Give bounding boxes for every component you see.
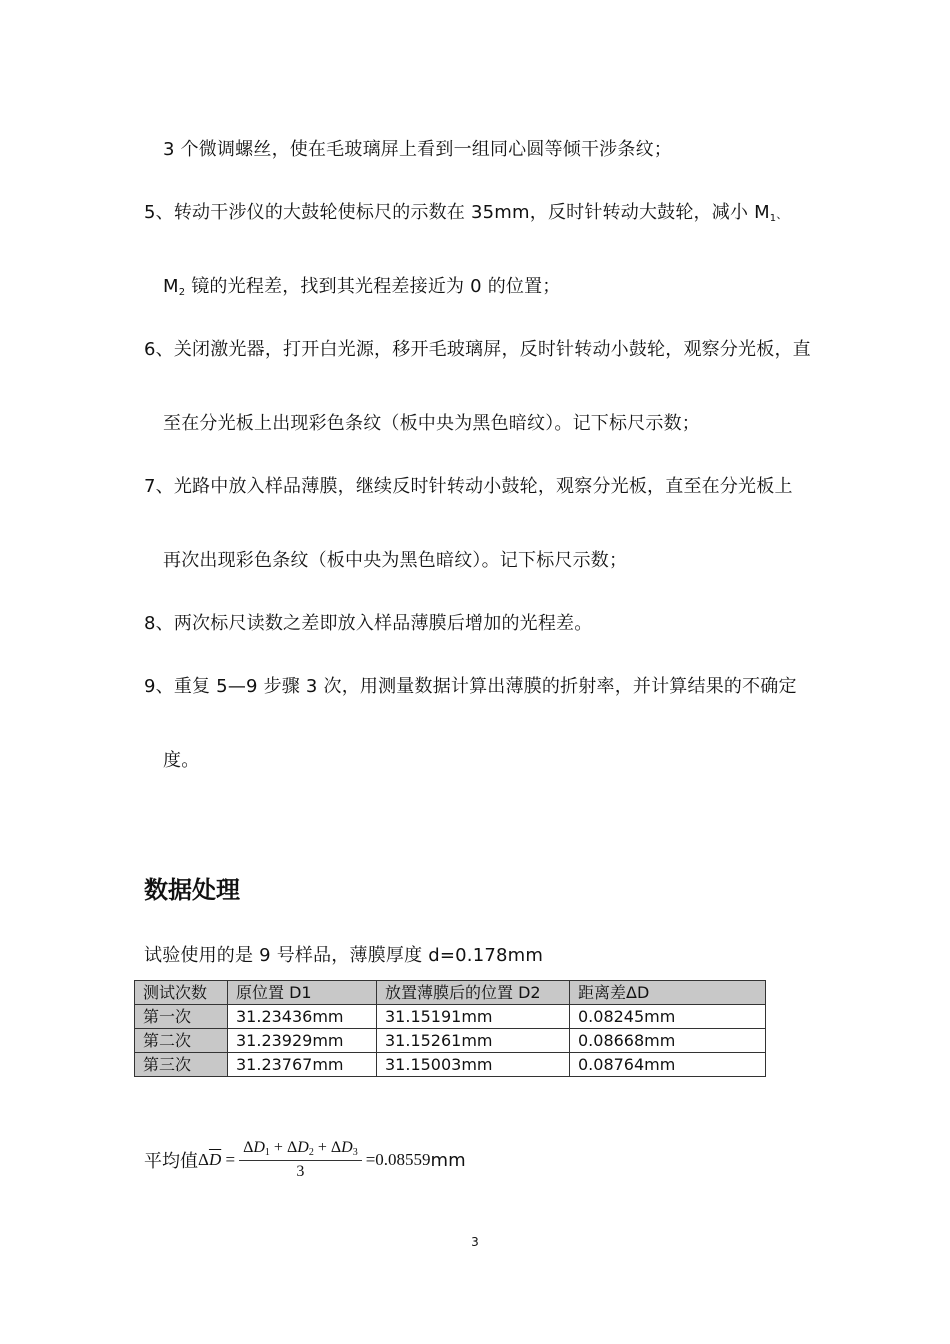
- header-trial: 测试次数: [135, 981, 228, 1005]
- row-label: 第一次: [135, 1005, 228, 1029]
- step-7-line-1: 7、光路中放入样品薄膜，继续反时针转动小鼓轮，观察分光板，直至在分光板上: [144, 476, 793, 497]
- cell-d2: 31.15261mm: [377, 1029, 570, 1053]
- step-5-line-2: [163, 275, 561, 305]
- step-5-line-2-text: 镜的光程差，找到其光程差接近为 0 的位置；: [185, 276, 561, 297]
- m1-subscript: 1: [769, 213, 777, 224]
- formula-fraction: [239, 1139, 362, 1181]
- step-6-line-1: 6、关闭激光器，打开白光源，移开毛玻璃屏，反时针转动小鼓轮，观察分光板，直: [144, 339, 811, 360]
- table-header-row: [135, 981, 766, 1005]
- step-9-line-1: 9、重复 5—9 步骤 3 次，用测量数据计算出薄膜的折射率，并计算结果的不确定: [144, 676, 797, 697]
- step-4-continuation: 3 个微调螺丝，使在毛玻璃屏上看到一组同心圆等倾干涉条纹；: [163, 139, 672, 160]
- step-5-text: 5、转动干涉仪的大鼓轮使标尺的示数在 35mm，反时针转动大鼓轮，减小 M: [144, 202, 770, 223]
- formula-lhs: $\Delta\overline{D}$ =: [198, 1150, 236, 1169]
- formula-numerator: $\Delta D_1 + \Delta D_2 + \Delta D_3$: [239, 1139, 362, 1161]
- m2-letter: M: [163, 276, 179, 297]
- formula-unit: mm: [430, 1149, 466, 1171]
- cell-delta: 0.08245mm: [570, 1005, 766, 1029]
- row-label: 第二次: [135, 1029, 228, 1053]
- header-delta: 距离差ΔD: [570, 981, 766, 1005]
- cell-d1: 31.23767mm: [228, 1053, 377, 1077]
- formula-label: 平均值: [144, 1151, 198, 1172]
- sample-description: 试验使用的是 9 号样品，薄膜厚度 d=0.178mm: [144, 945, 544, 966]
- step-7-line-2: 再次出现彩色条纹（板中央为黑色暗纹）。记下标尺示数；: [163, 550, 628, 571]
- table-row: [135, 1053, 766, 1077]
- cell-d1: 31.23929mm: [228, 1029, 377, 1053]
- page-number: 3: [471, 1235, 479, 1249]
- formula-denominator: 3: [296, 1163, 305, 1180]
- cell-d2: 31.15003mm: [377, 1053, 570, 1077]
- formula-result: =0.08559: [365, 1150, 431, 1169]
- header-d1: 原位置 D1: [228, 981, 377, 1005]
- section-title: 数据处理: [144, 876, 240, 904]
- table-row: [135, 1029, 766, 1053]
- cell-delta: 0.08764mm: [570, 1053, 766, 1077]
- header-d2: 放置薄膜后的位置 D2: [377, 981, 570, 1005]
- row-label: 第三次: [135, 1053, 228, 1077]
- table-row: [135, 1005, 766, 1029]
- step-8: 8、两次标尺读数之差即放入样品薄膜后增加的光程差。: [144, 613, 593, 634]
- step-6-line-2: 至在分光板上出现彩色条纹（板中央为黑色暗纹）。记下标尺示数；: [163, 413, 700, 434]
- cell-d1: 31.23436mm: [228, 1005, 377, 1029]
- step-9-line-2: 度。: [163, 750, 200, 771]
- d-bar-symbol: $\overline{D}$: [208, 1150, 222, 1169]
- cell-delta: 0.08668mm: [570, 1029, 766, 1053]
- cell-d2: 31.15191mm: [377, 1005, 570, 1029]
- average-formula: [144, 1138, 466, 1182]
- m2-subscript: 2: [178, 287, 186, 298]
- measurement-table: [134, 980, 766, 1077]
- step-5-line-1: [144, 201, 788, 231]
- step-5-end-mark: 、: [776, 208, 788, 221]
